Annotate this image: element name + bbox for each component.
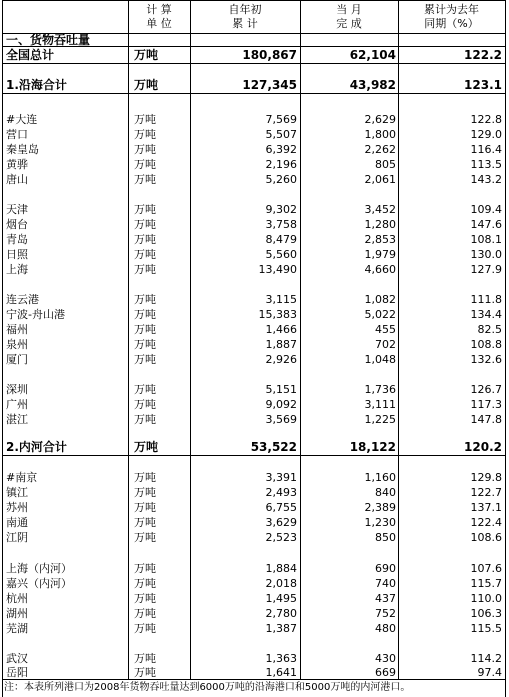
row-cumulative: 1,887 (265, 338, 297, 351)
row-cumulative: 2,018 (265, 577, 297, 590)
row-percent: 116.4 (470, 143, 502, 156)
table-row (2, 307, 506, 322)
row-month: 62,104 (349, 48, 396, 62)
row-cumulative: 5,260 (265, 173, 297, 186)
table-row (2, 606, 506, 621)
row-unit: 万吨 (134, 293, 156, 306)
row-month: 18,122 (349, 440, 396, 454)
row-cumulative: 2,196 (265, 158, 297, 171)
table-row (2, 232, 506, 247)
row-cumulative: 6,392 (265, 143, 297, 156)
row-cumulative: 3,758 (265, 218, 297, 231)
table-row (2, 78, 506, 93)
row-name: 全国总计 (6, 48, 55, 62)
table-row (2, 352, 506, 367)
row-percent: 122.2 (464, 48, 502, 62)
row-unit: 万吨 (134, 338, 156, 351)
section-title: 一、货物吞吐量 (6, 33, 91, 47)
row-percent: 123.1 (464, 78, 502, 92)
row-unit: 万吨 (134, 158, 156, 171)
row-unit: 万吨 (134, 592, 156, 605)
table-row (2, 142, 506, 157)
row-percent: 113.5 (470, 158, 502, 171)
row-name: 湖州 (6, 607, 28, 620)
total-row-divider (2, 93, 506, 94)
row-name: 江阴 (6, 531, 28, 544)
row-cumulative: 1,466 (265, 323, 297, 336)
row-month: 1,979 (364, 248, 396, 261)
row-percent: 122.8 (470, 113, 502, 126)
table-row (2, 112, 506, 127)
row-name: 苏州 (6, 501, 28, 514)
row-percent: 114.2 (470, 652, 502, 665)
total-row-divider (2, 63, 506, 64)
row-name: #大连 (6, 113, 38, 126)
row-cumulative: 5,151 (265, 383, 297, 396)
row-month: 840 (375, 486, 396, 499)
row-name: 营口 (6, 128, 28, 141)
row-unit: 万吨 (134, 501, 156, 514)
row-month: 2,061 (364, 173, 396, 186)
row-unit: 万吨 (134, 666, 156, 679)
row-percent: 147.8 (470, 413, 502, 426)
row-percent: 122.4 (470, 516, 502, 529)
row-unit: 万吨 (134, 398, 156, 411)
row-month: 1,225 (364, 413, 396, 426)
row-cumulative: 9,302 (265, 203, 297, 216)
row-unit: 万吨 (134, 143, 156, 156)
row-month: 805 (375, 158, 396, 171)
row-month: 455 (375, 323, 396, 336)
row-percent: 130.0 (470, 248, 502, 261)
row-month: 4,660 (364, 263, 396, 276)
row-cumulative: 3,391 (265, 471, 297, 484)
row-name: 厦门 (6, 353, 28, 366)
row-cumulative: 3,115 (265, 293, 297, 306)
table-row (2, 217, 506, 232)
table-row (2, 157, 506, 172)
row-unit: 万吨 (134, 413, 156, 426)
table-row (2, 262, 506, 277)
row-percent: 111.8 (470, 293, 502, 306)
row-unit: 万吨 (134, 383, 156, 396)
row-cumulative: 180,867 (242, 48, 297, 62)
row-percent: 82.5 (477, 323, 502, 336)
row-unit: 万吨 (134, 516, 156, 529)
row-unit: 万吨 (134, 531, 156, 544)
row-name: 广州 (6, 398, 28, 411)
row-cumulative: 1,495 (265, 592, 297, 605)
row-percent: 109.4 (470, 203, 502, 216)
row-cumulative: 1,363 (265, 652, 297, 665)
row-unit: 万吨 (134, 577, 156, 590)
table-row (2, 651, 506, 666)
row-month: 1,736 (364, 383, 396, 396)
row-month: 480 (375, 622, 396, 635)
row-unit: 万吨 (134, 622, 156, 635)
table-row (2, 337, 506, 352)
table-row (2, 500, 506, 515)
row-percent: 134.4 (470, 308, 502, 321)
row-percent: 106.3 (470, 607, 502, 620)
row-percent: 127.9 (470, 263, 502, 276)
row-name: 1.沿海合计 (6, 78, 67, 92)
row-unit: 万吨 (134, 263, 156, 276)
row-name: 泉州 (6, 338, 28, 351)
table-row (2, 397, 506, 412)
row-cumulative: 1,387 (265, 622, 297, 635)
table-row (2, 515, 506, 530)
row-percent: 117.3 (470, 398, 502, 411)
row-name: 日照 (6, 248, 28, 261)
row-percent: 126.7 (470, 383, 502, 396)
row-name: 湛江 (6, 413, 28, 426)
row-percent: 122.7 (470, 486, 502, 499)
row-name: 唐山 (6, 173, 28, 186)
row-unit: 万吨 (134, 607, 156, 620)
table-row (2, 202, 506, 217)
row-month: 1,230 (364, 516, 396, 529)
table-row (2, 576, 506, 591)
row-unit: 万吨 (134, 440, 159, 454)
row-month: 2,629 (364, 113, 396, 126)
row-month: 3,452 (364, 203, 396, 216)
table-row (2, 591, 506, 606)
row-month: 752 (375, 607, 396, 620)
row-name: 连云港 (6, 293, 39, 306)
row-cumulative: 15,383 (258, 308, 297, 321)
row-cumulative: 5,507 (265, 128, 297, 141)
row-cumulative: 127,345 (242, 78, 297, 92)
row-cumulative: 1,884 (265, 562, 297, 575)
table-row (2, 470, 506, 485)
row-month: 437 (375, 592, 396, 605)
row-name: 天津 (6, 203, 28, 216)
table-row (2, 665, 506, 680)
row-unit: 万吨 (134, 308, 156, 321)
row-month: 690 (375, 562, 396, 575)
row-name: 宁波-舟山港 (6, 308, 65, 321)
row-cumulative: 2,780 (265, 607, 297, 620)
row-percent: 107.6 (470, 562, 502, 575)
row-unit: 万吨 (134, 48, 159, 62)
table-row (2, 172, 506, 187)
table-row (2, 561, 506, 576)
row-month: 2,853 (364, 233, 396, 246)
row-unit: 万吨 (134, 113, 156, 126)
row-cumulative: 9,092 (265, 398, 297, 411)
row-name: 黄骅 (6, 158, 28, 171)
row-month: 850 (375, 531, 396, 544)
footnote: 注：本表所列港口为2008年货物吞吐量达到6000万吨的沿海港口和5000万吨的内河港口。 (4, 682, 411, 693)
row-name: 深圳 (6, 383, 28, 396)
row-percent: 108.8 (470, 338, 502, 351)
row-cumulative: 8,479 (265, 233, 297, 246)
row-month: 43,982 (349, 78, 396, 92)
row-month: 2,262 (364, 143, 396, 156)
row-month: 669 (375, 666, 396, 679)
header-unit: 计 算 单 位 (146, 3, 172, 30)
table-row (2, 48, 506, 63)
header-cumulative: 自年初 累 计 (228, 3, 262, 30)
row-month: 1,082 (364, 293, 396, 306)
row-percent: 132.6 (470, 353, 502, 366)
row-name: 上海 (6, 263, 28, 276)
row-unit: 万吨 (134, 248, 156, 261)
row-percent: 120.2 (464, 440, 502, 454)
row-percent: 115.7 (470, 577, 502, 590)
row-percent: 97.4 (477, 666, 502, 679)
row-cumulative: 53,522 (250, 440, 297, 454)
row-unit: 万吨 (134, 233, 156, 246)
row-month: 3,111 (364, 398, 396, 411)
row-cumulative: 2,523 (265, 531, 297, 544)
row-cumulative: 2,926 (265, 353, 297, 366)
row-month: 740 (375, 577, 396, 590)
table-row (2, 485, 506, 500)
row-cumulative: 1,641 (265, 666, 297, 679)
row-cumulative: 3,629 (265, 516, 297, 529)
row-cumulative: 13,490 (258, 263, 297, 276)
row-unit: 万吨 (134, 78, 159, 92)
row-name: 青岛 (6, 233, 28, 246)
table-row (2, 412, 506, 427)
row-unit: 万吨 (134, 562, 156, 575)
row-unit: 万吨 (134, 652, 156, 665)
row-name: 秦皇岛 (6, 143, 39, 156)
row-name: 镇江 (6, 486, 28, 499)
table-top-border (2, 0, 506, 1)
row-name: 岳阳 (6, 666, 28, 679)
table-row (2, 530, 506, 545)
table-row (2, 247, 506, 262)
row-month: 1,800 (364, 128, 396, 141)
row-unit: 万吨 (134, 218, 156, 231)
row-cumulative: 2,493 (265, 486, 297, 499)
row-percent: 108.1 (470, 233, 502, 246)
row-cumulative: 7,569 (265, 113, 297, 126)
row-name: 2.内河合计 (6, 440, 67, 454)
row-percent: 147.6 (470, 218, 502, 231)
table-row (2, 292, 506, 307)
row-name: 南通 (6, 516, 28, 529)
row-percent: 108.6 (470, 531, 502, 544)
row-unit: 万吨 (134, 203, 156, 216)
row-percent: 129.0 (470, 128, 502, 141)
header-month: 当 月 完 成 (336, 3, 362, 30)
row-percent: 137.1 (470, 501, 502, 514)
row-name: 杭州 (6, 592, 28, 605)
row-month: 5,022 (364, 308, 396, 321)
row-name: 嘉兴（内河） (6, 577, 72, 590)
row-cumulative: 6,755 (265, 501, 297, 514)
row-name: 芜湖 (6, 622, 28, 635)
table-row (2, 322, 506, 337)
row-month: 430 (375, 652, 396, 665)
row-percent: 143.2 (470, 173, 502, 186)
table-row (2, 621, 506, 636)
row-percent: 115.5 (470, 622, 502, 635)
total-row-divider (2, 455, 506, 456)
row-unit: 万吨 (134, 471, 156, 484)
row-name: 烟台 (6, 218, 28, 231)
row-name: 福州 (6, 323, 28, 336)
table-row (2, 382, 506, 397)
row-name: 上海（内河） (6, 562, 72, 575)
row-month: 2,389 (364, 501, 396, 514)
row-percent: 129.8 (470, 471, 502, 484)
row-name: #南京 (6, 471, 38, 484)
row-month: 1,048 (364, 353, 396, 366)
row-month: 1,280 (364, 218, 396, 231)
row-name: 武汉 (6, 652, 28, 665)
row-unit: 万吨 (134, 173, 156, 186)
header-percent: 累计为去年 同期（%） (424, 3, 479, 30)
row-cumulative: 3,569 (265, 413, 297, 426)
row-percent: 110.0 (470, 592, 502, 605)
row-unit: 万吨 (134, 486, 156, 499)
row-month: 1,160 (364, 471, 396, 484)
row-unit: 万吨 (134, 128, 156, 141)
table-row (2, 440, 506, 455)
row-cumulative: 5,560 (265, 248, 297, 261)
row-unit: 万吨 (134, 323, 156, 336)
row-month: 702 (375, 338, 396, 351)
row-unit: 万吨 (134, 353, 156, 366)
table-row (2, 127, 506, 142)
